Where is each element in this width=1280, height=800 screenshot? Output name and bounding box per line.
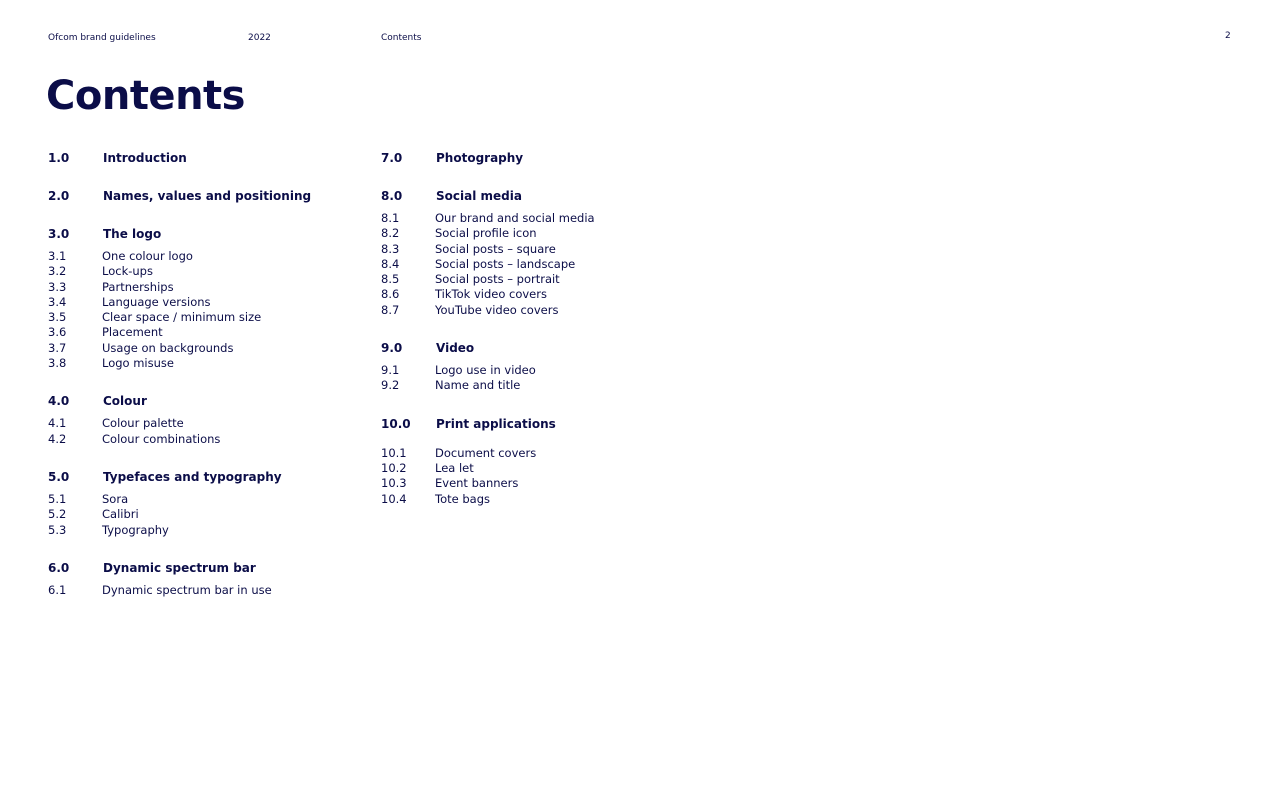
- toc-item[interactable]: [48, 432, 348, 447]
- item-number: 3.4: [48, 294, 67, 309]
- item-number: 8.2: [381, 226, 400, 241]
- toc-section-video: [381, 340, 681, 394]
- page-number: 2: [1225, 31, 1231, 41]
- item-number: 5.3: [48, 522, 67, 537]
- section-number: 4.0: [48, 394, 70, 409]
- toc-item[interactable]: [381, 242, 681, 257]
- toc-section-typefaces-and-typography: [48, 469, 348, 538]
- section-number: 5.0: [48, 469, 70, 484]
- item-label: Social posts – square: [435, 241, 556, 256]
- toc-section-introduction: [48, 150, 348, 166]
- page-title: Contents: [46, 73, 245, 119]
- toc-item[interactable]: [381, 492, 681, 507]
- section-number: 7.0: [381, 151, 403, 165]
- item-number: 10.1: [381, 445, 407, 460]
- toc-item-list: [48, 249, 348, 371]
- section-label: Print applications: [436, 416, 556, 431]
- item-number: 3.7: [48, 340, 67, 355]
- toc-item[interactable]: [48, 325, 348, 340]
- item-label: Event banners: [435, 476, 519, 491]
- section-label: Video: [436, 341, 475, 356]
- item-number: 8.3: [381, 241, 400, 256]
- toc-item[interactable]: [48, 356, 348, 371]
- section-number: 1.0: [48, 151, 70, 165]
- item-label: Lea let: [435, 460, 474, 475]
- toc-section-heading[interactable]: [48, 150, 348, 166]
- toc-item[interactable]: [48, 341, 348, 356]
- toc-item-list: [381, 211, 681, 318]
- item-label: Colour palette: [102, 416, 184, 431]
- section-number: 10.0: [381, 416, 411, 431]
- toc-item[interactable]: [48, 583, 348, 598]
- item-number: 3.2: [48, 264, 67, 279]
- item-number: 10.2: [381, 460, 407, 475]
- item-number: 6.1: [48, 582, 67, 597]
- item-label: Colour combinations: [102, 431, 221, 446]
- section-label: Colour: [103, 394, 147, 409]
- item-number: 4.1: [48, 416, 67, 431]
- item-label: Lock-ups: [102, 264, 153, 279]
- toc-section-heading[interactable]: [48, 226, 348, 242]
- item-number: 3.3: [48, 279, 67, 294]
- item-number: 10.3: [381, 476, 407, 491]
- section-label: Dynamic spectrum bar: [103, 560, 256, 575]
- item-number: 3.5: [48, 310, 67, 325]
- section-number: 9.0: [381, 341, 403, 356]
- item-label: Tote bags: [435, 491, 490, 506]
- item-number: 8.4: [381, 256, 400, 271]
- toc-item-list: [48, 583, 348, 598]
- item-label: Usage on backgrounds: [102, 340, 234, 355]
- section-label: Typefaces and typography: [103, 469, 282, 484]
- item-number: 4.2: [48, 431, 67, 446]
- section-number: 3.0: [48, 227, 70, 241]
- item-label: TikTok video covers: [435, 287, 547, 302]
- item-number: 9.2: [381, 378, 400, 393]
- contents-column-right: [381, 150, 681, 529]
- section-label: Photography: [436, 151, 524, 165]
- toc-item[interactable]: [48, 249, 348, 264]
- toc-item-list: [48, 492, 348, 538]
- toc-section-heading[interactable]: [48, 560, 348, 576]
- section-number: 2.0: [48, 189, 70, 203]
- item-number: 10.4: [381, 491, 407, 506]
- section-label: Names, values and positioning: [103, 189, 312, 203]
- item-number: 9.1: [381, 363, 400, 378]
- toc-section-heading[interactable]: [381, 150, 681, 166]
- item-label: Social posts – landscape: [435, 256, 576, 271]
- item-label: Logo misuse: [102, 356, 174, 371]
- item-number: 8.6: [381, 287, 400, 302]
- item-label: YouTube video covers: [435, 302, 559, 317]
- item-number: 3.1: [48, 249, 67, 263]
- item-label: Social profile icon: [435, 226, 537, 241]
- toc-item-list: [48, 416, 348, 447]
- toc-section-heading[interactable]: [381, 340, 681, 356]
- item-number: 3.6: [48, 325, 67, 340]
- item-label: Sora: [102, 491, 129, 506]
- item-number: 8.5: [381, 272, 400, 287]
- toc-item[interactable]: [381, 461, 681, 476]
- item-label: One colour logo: [102, 249, 193, 263]
- toc-item[interactable]: [381, 476, 681, 491]
- section-name: Contents: [381, 33, 422, 43]
- toc-section-dynamic-spectrum-bar: [48, 560, 348, 598]
- section-number: 8.0: [381, 189, 403, 203]
- toc-item[interactable]: [381, 272, 681, 287]
- toc-item[interactable]: [48, 523, 348, 538]
- toc-section-heading[interactable]: [381, 188, 681, 204]
- contents-column-left: [48, 150, 348, 620]
- item-label: Social posts – portrait: [435, 272, 560, 287]
- item-number: 8.1: [381, 211, 400, 225]
- item-label: Typography: [102, 522, 169, 537]
- toc-section-heading[interactable]: [48, 469, 348, 485]
- toc-item[interactable]: [381, 378, 681, 393]
- item-label: Clear space / minimum size: [102, 310, 262, 325]
- section-label: The logo: [103, 227, 162, 241]
- item-number: 8.7: [381, 302, 400, 317]
- toc-section-heading[interactable]: [48, 393, 348, 409]
- toc-section-social-media: [381, 188, 681, 318]
- toc-item[interactable]: [381, 303, 681, 318]
- toc-section-colour: [48, 393, 348, 447]
- item-number: 3.8: [48, 356, 67, 371]
- toc-section-photography: [381, 150, 681, 166]
- item-label: Our brand and social media: [435, 211, 595, 225]
- toc-item[interactable]: [48, 264, 348, 279]
- section-number: 6.0: [48, 560, 70, 575]
- toc-section-heading[interactable]: [48, 188, 348, 204]
- item-label: Logo use in video: [435, 363, 536, 378]
- section-label: Introduction: [103, 151, 187, 165]
- toc-item-list: [381, 363, 681, 394]
- toc-item[interactable]: [381, 287, 681, 302]
- toc-item[interactable]: [381, 257, 681, 272]
- page-header: [0, 33, 1280, 47]
- toc-section-heading[interactable]: [381, 416, 681, 432]
- item-number: 5.2: [48, 507, 67, 522]
- item-number: 5.1: [48, 491, 67, 506]
- item-label: Placement: [102, 325, 163, 340]
- toc-item[interactable]: [48, 492, 348, 507]
- document-title: Ofcom brand guidelines: [48, 33, 156, 43]
- item-label: Dynamic spectrum bar in use: [102, 582, 272, 597]
- toc-item[interactable]: [48, 416, 348, 431]
- item-label: Partnerships: [102, 279, 174, 294]
- document-year: 2022: [248, 33, 271, 43]
- toc-section-the-logo: [48, 226, 348, 371]
- toc-item[interactable]: [48, 507, 348, 522]
- item-label: Document covers: [435, 445, 537, 460]
- toc-item[interactable]: [48, 310, 348, 325]
- toc-section-print-applications: [381, 416, 681, 507]
- item-label: Name and title: [435, 378, 521, 393]
- toc-item[interactable]: [48, 280, 348, 295]
- item-label: Language versions: [102, 294, 211, 309]
- toc-section-names-values-and-positioning: [48, 188, 348, 204]
- toc-item[interactable]: [381, 446, 681, 461]
- section-label: Social media: [436, 189, 522, 203]
- item-label: Calibri: [102, 507, 139, 522]
- toc-item[interactable]: [48, 295, 348, 310]
- toc-item[interactable]: [381, 363, 681, 378]
- toc-item-list: [381, 446, 681, 507]
- toc-item[interactable]: [381, 226, 681, 241]
- toc-item[interactable]: [381, 211, 681, 226]
